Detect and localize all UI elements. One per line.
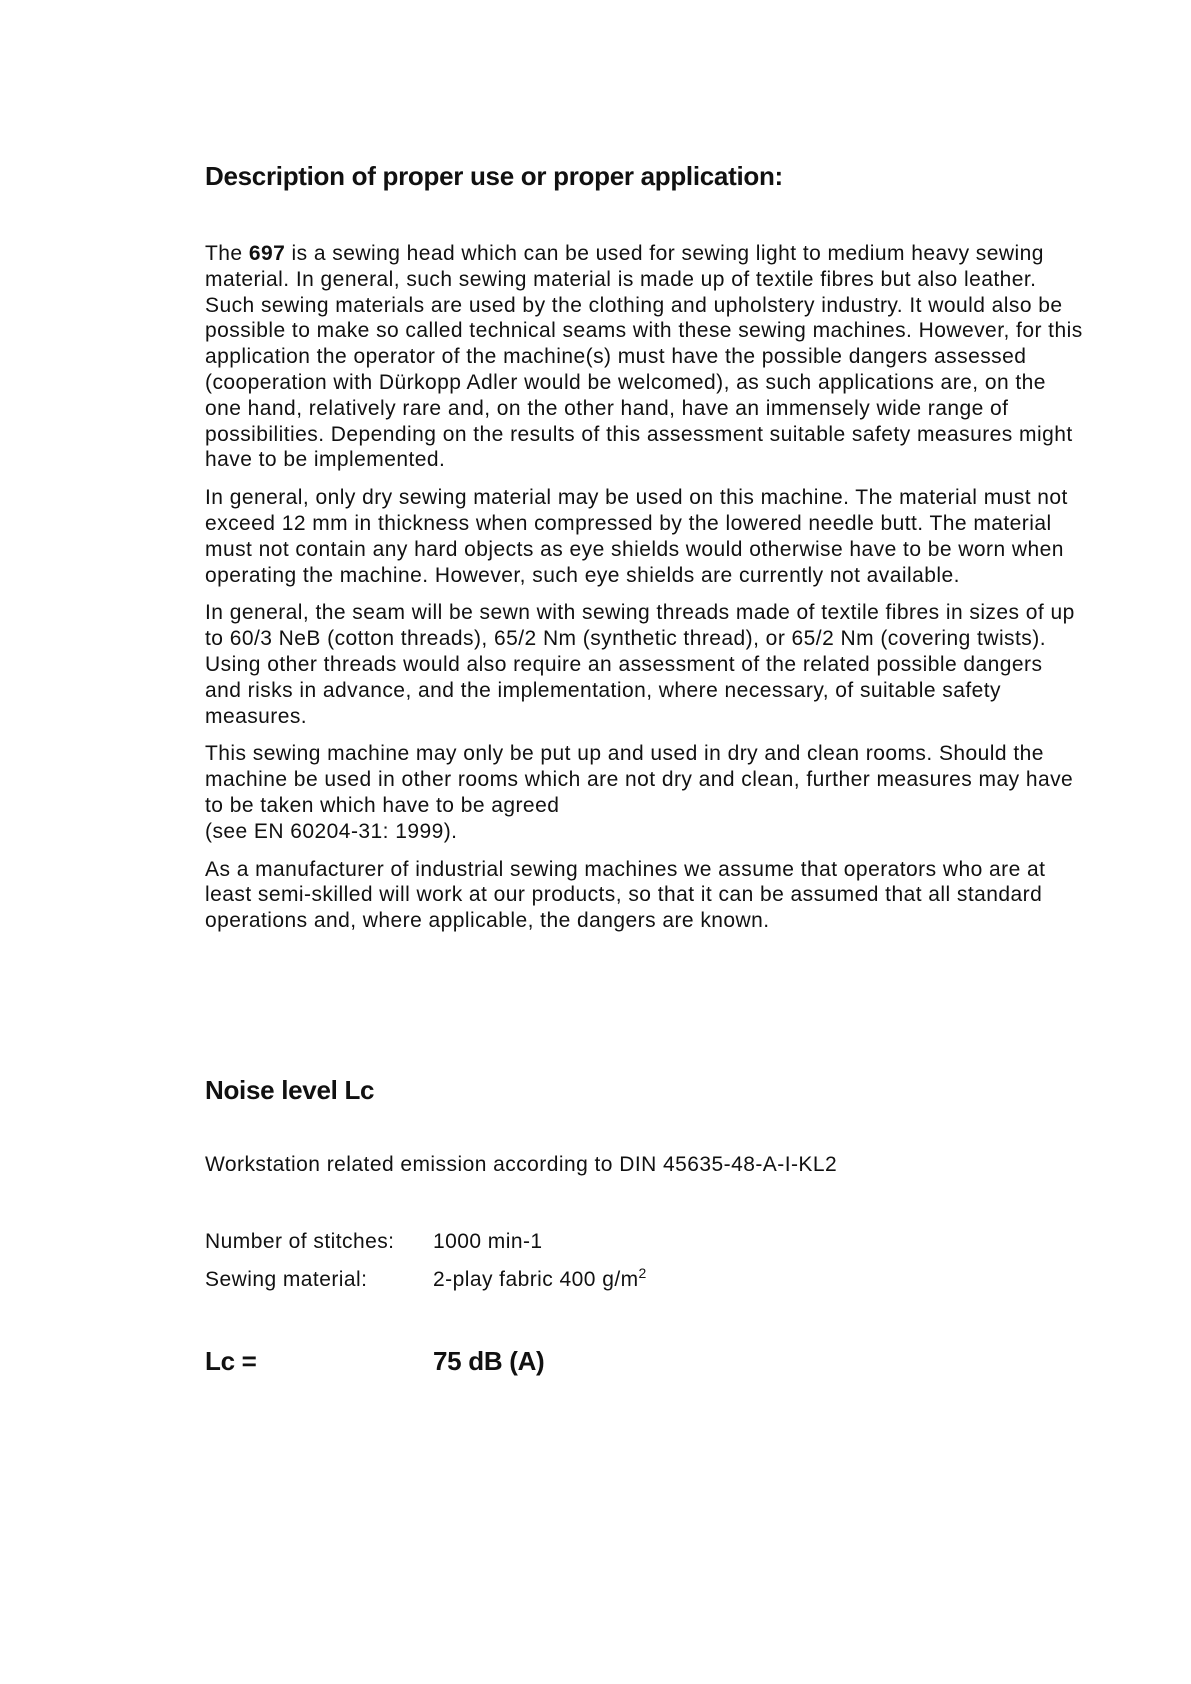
noise-level-heading: Noise level Lc: [205, 1075, 375, 1105]
paragraph-rooms-reference: (see EN 60204-31: 1999).: [205, 819, 458, 843]
material-row: [205, 1267, 647, 1293]
material-value: 2-play fabric 400 g/m: [433, 1268, 639, 1291]
paragraph-operators: As a manufacturer of industrial sewing machines we assume that operators who are at least semi-skilled will work at our products, so that it can be assumed that all standard operations and, where applicable, the dangers are known.: [205, 857, 1046, 933]
noise-result-row: [205, 1345, 544, 1377]
paragraph-threads: In general, the seam will be sewn with sewing threads made of textile fibres in sizes of up to 60/3 NeB (cotton threads), 65/2 Nm (synthetic thread), or 65/2 Nm (covering twists). Using other threads would also require an assessment of the related possible dangers and risks in advance, and the implementation, where necessary, of suitable safety measures.: [205, 601, 1075, 728]
proper-use-body: [205, 241, 1085, 946]
material-superscript: 2: [638, 1265, 647, 1281]
material-label: Sewing material:: [205, 1268, 368, 1291]
proper-use-heading: Description of proper use or proper application:: [205, 161, 783, 191]
paragraph-prefix: The: [205, 242, 249, 265]
stitches-row: [205, 1229, 543, 1255]
paragraph-sewing-head: [205, 241, 1085, 473]
model-number: 697: [248, 242, 286, 265]
emission-standard: Workstation related emission according to DIN 45635-48-A-I-KL2: [205, 1153, 838, 1176]
material-value-wrap: [433, 1265, 647, 1291]
paragraph-rooms-text: This sewing machine may only be put up and used in dry and clean rooms. Should the machine be used in other rooms which are not dry and clean, further measures may have to be taken which have to be agreed: [205, 742, 1074, 817]
paragraph-rooms: [205, 741, 1085, 844]
stitches-value: 1000 min-1: [433, 1230, 543, 1253]
noise-result-value: 75 dB (A): [433, 1346, 545, 1376]
paragraph-text: is a sewing head which can be used for sewing light to medium heavy sewing material. In general, such sewing material is made up of textile fibres but also leather. Such sewing materials are used by the clothing and upholstery industry. It would also be possible to make so called technical seams with these sewing machines. However, for this application the operator of the machine(s) must have the possible dangers assessed (cooperation with Dürkopp Adler would be welcomed), as such applications are, on the one hand, relatively rare and, on the other hand, have an immensely wide range of possibilities. Depending on the results of this assessment suitable safety measures might have to be implemented.: [205, 242, 1083, 472]
paragraph-dry-material: In general, only dry sewing material may be used on this machine. The material must not exceed 12 mm in thickness when compressed by the lowered needle butt. The material must not contain any hard objects as eye shields would otherwise have to be worn when operating the machine. However, such eye shields are currently not available.: [205, 486, 1068, 587]
noise-result-label: Lc =: [205, 1346, 257, 1376]
stitches-label: Number of stitches:: [205, 1230, 395, 1253]
